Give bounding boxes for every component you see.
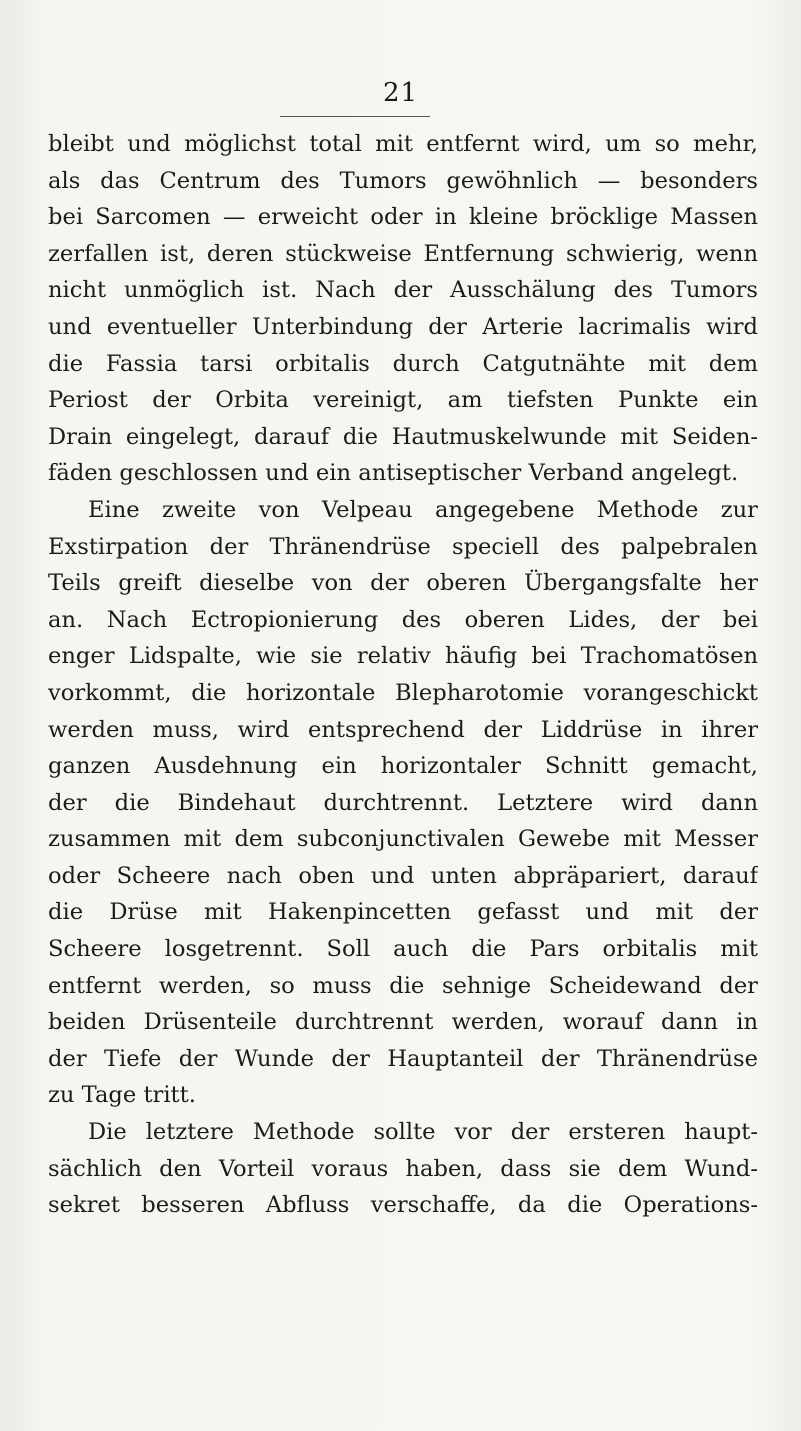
text-line: Periost der Orbita vereinigt, am tiefsten Punkte ein	[48, 387, 758, 414]
text-line: der Tiefe der Wunde der Hauptanteil der Thränendrüse	[48, 1045, 758, 1072]
text-line: vorkommt, die horizontale Blepharotomie vorangeschickt	[48, 679, 758, 706]
text-line: sächlich den Vorteil voraus haben, dass sie dem Wund-	[48, 1155, 758, 1182]
text-line: Eine zweite von Velpeau angegebene Methode zur	[88, 496, 758, 523]
text-line: und eventueller Unterbindung der Arterie lacrimalis wird	[48, 313, 758, 340]
text-line: zu Tage tritt.	[48, 1082, 196, 1109]
text-line: fäden geschlossen und ein antiseptischer Verband angelegt.	[48, 460, 739, 487]
text-line: werden muss, wird entsprechend der Liddrüse in ihrer	[48, 716, 758, 743]
text-line: Drain eingelegt, darauf die Hautmuskelwunde mit Seiden-	[48, 423, 758, 450]
text-line: ganzen Ausdehnung ein horizontaler Schnitt gemacht,	[48, 753, 758, 780]
text-line: zerfallen ist, deren stückweise Entfernung schwierig, wenn	[48, 240, 758, 267]
text-line: nicht unmöglich ist. Nach der Ausschälung des Tumors	[48, 277, 758, 304]
body-text	[48, 126, 758, 1224]
text-line: Scheere losgetrennt. Soll auch die Pars orbitalis mit	[48, 936, 758, 963]
page-number: 21	[382, 78, 419, 108]
text-line: die Fassia tarsi orbitalis durch Catgutnähte mit dem	[48, 350, 758, 377]
text-line: sekret besseren Abfluss verschaffe, da die Operations-	[48, 1192, 758, 1219]
text-line: Exstirpation der Thränendrüse speciell des palpebralen	[48, 533, 758, 560]
text-line: oder Scheere nach oben und unten abpräpariert, darauf	[48, 862, 758, 889]
text-line: entfernt werden, so muss die sehnige Scheidewand der	[48, 972, 758, 999]
text-line: als das Centrum des Tumors gewöhnlich — besonders	[48, 167, 758, 194]
text-line: bei Sarcomen — erweicht oder in kleine bröcklige Massen	[48, 204, 758, 231]
text-line: enger Lidspalte, wie sie relativ häufig bei Trachomatösen	[48, 643, 758, 670]
text-line: zusammen mit dem subconjunctivalen Gewebe mit Messer	[48, 826, 758, 853]
text-line: Teils greift dieselbe von der oberen Übergangsfalte her	[48, 570, 758, 597]
text-line: beiden Drüsenteile durchtrennt werden, worauf dann in	[48, 1009, 758, 1036]
text-line: die Drüse mit Hakenpincetten gefasst und mit der	[48, 899, 758, 926]
text-line: an. Nach Ectropionierung des oberen Lides, der bei	[48, 606, 758, 633]
text-line: Die letztere Methode sollte vor der ersteren haupt-	[88, 1119, 758, 1146]
text-line: bleibt und möglichst total mit entfernt wird, um so mehr,	[48, 131, 758, 157]
text-line: der die Bindehaut durchtrennt. Letztere wird dann	[48, 789, 758, 816]
header-rule	[280, 116, 430, 117]
